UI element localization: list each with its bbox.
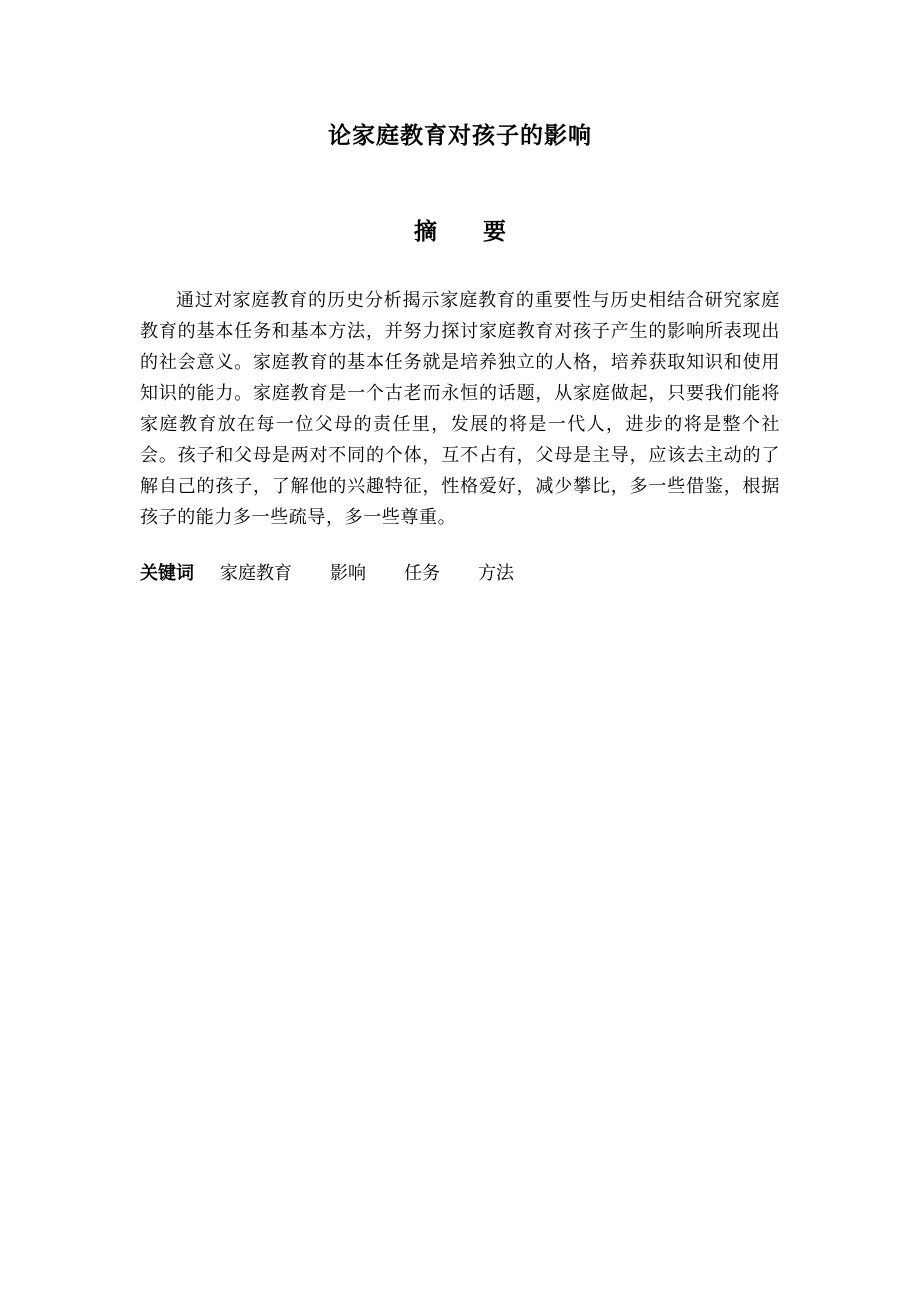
abstract-heading-char-2: 要 [483, 219, 506, 245]
abstract-body: 通过对家庭教育的历史分析揭示家庭教育的重要性与历史相结合研究家庭教育的基本任务和基本方法，并努力探讨家庭教育对孩子产生的影响所表现出的社会意义。家庭教育的基本任务就是培养独立的人格，培养获取知识和使用知识的能力。家庭教育是一个古老而永恒的话题，从家庭做起，只要我们能将家庭教育放在每一位父母的责任里，发展的将是一代人，进步的将是整个社会。孩子和父母是两对不同的个体，互不占有，父母是主导，应该去主动的了解自己的孩子，了解他的兴趣特征，性格爱好，减少攀比，多一些借鉴，根据孩子的能力多一些疏导，多一些尊重。 [140, 290, 780, 528]
keyword-item: 任务 [404, 563, 440, 584]
abstract-heading [0, 216, 920, 248]
page-title: 论家庭教育对孩子的影响 [328, 123, 592, 149]
abstract-heading-char-1: 摘 [414, 219, 437, 245]
keyword-item: 影响 [330, 563, 366, 584]
keyword-item: 方法 [478, 563, 514, 584]
keywords-label: 关键词 [140, 563, 194, 584]
keyword-item: 家庭教育 [220, 563, 292, 584]
keywords-line [140, 560, 552, 588]
